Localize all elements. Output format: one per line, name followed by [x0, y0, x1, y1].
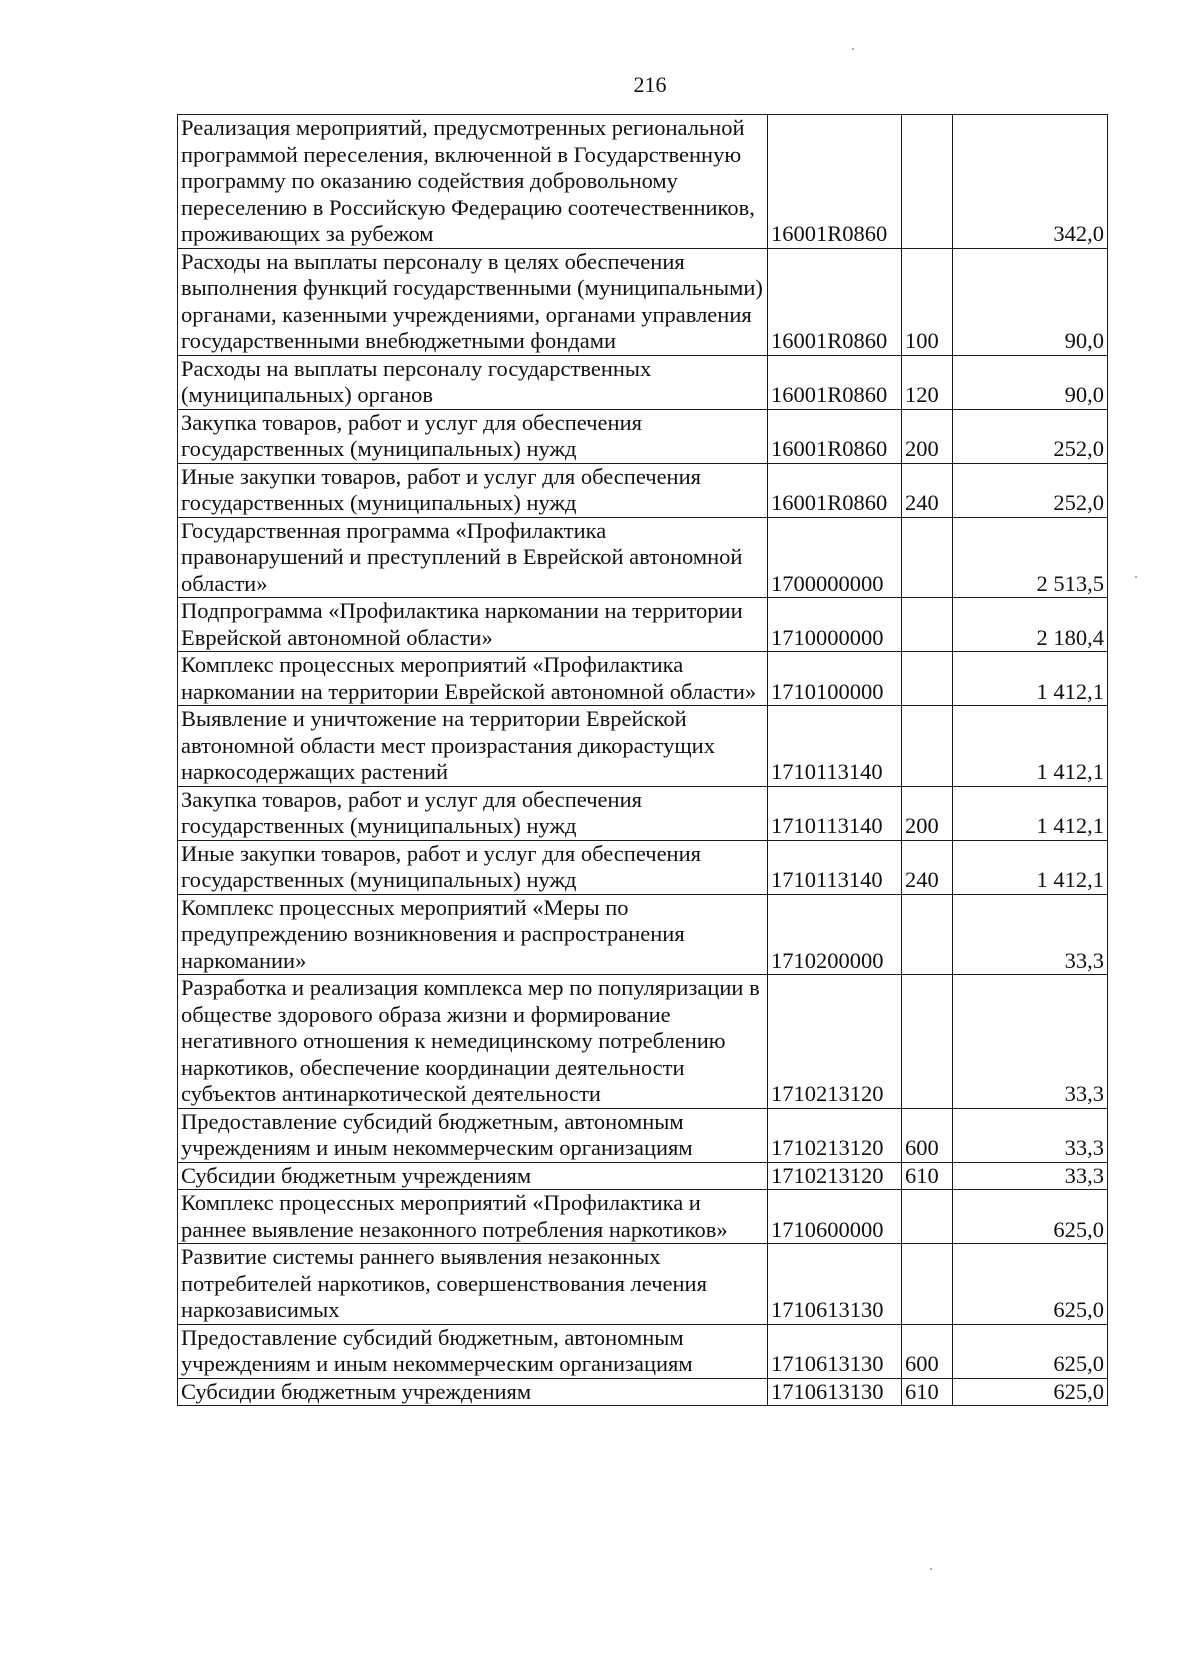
- row-target-code: 1710200000: [768, 894, 902, 975]
- row-expense-type: 600: [902, 1324, 953, 1378]
- scan-speck: [930, 1568, 932, 1570]
- row-amount: 625,0: [953, 1244, 1108, 1325]
- row-target-code: 1710213120: [768, 1108, 902, 1162]
- row-amount: 252,0: [953, 463, 1108, 517]
- row-target-code: 16001R0860: [768, 409, 902, 463]
- row-amount: 342,0: [953, 115, 1108, 249]
- row-amount: 2 180,4: [953, 598, 1108, 652]
- row-name: Предоставление субсидий бюджетным, автономным учреждениям и иным некоммерческим организациям: [178, 1108, 768, 1162]
- table-row: [178, 1162, 1108, 1190]
- row-expense-type: 240: [902, 840, 953, 894]
- row-name: Расходы на выплаты персоналу в целях обеспечения выполнения функций государственными (муниципальными) органами, казенными учреждениями, органами управления государственными внебюджетными фондами: [178, 248, 768, 355]
- table-row: [178, 1378, 1108, 1406]
- table-row: [178, 355, 1108, 409]
- row-expense-type: 200: [902, 786, 953, 840]
- row-target-code: 1710100000: [768, 652, 902, 706]
- row-amount: 1 412,1: [953, 652, 1108, 706]
- scan-speck: [1135, 576, 1137, 578]
- row-expense-type: [902, 1190, 953, 1244]
- row-amount: 33,3: [953, 1108, 1108, 1162]
- row-amount: 33,3: [953, 894, 1108, 975]
- row-name: Расходы на выплаты персоналу государственных (муниципальных) органов: [178, 355, 768, 409]
- row-name: Субсидии бюджетным учреждениям: [178, 1378, 768, 1406]
- row-expense-type: 600: [902, 1108, 953, 1162]
- row-expense-type: 100: [902, 248, 953, 355]
- budget-table-body: [178, 115, 1108, 1406]
- row-amount: 1 412,1: [953, 786, 1108, 840]
- row-name: Субсидии бюджетным учреждениям: [178, 1162, 768, 1190]
- row-name: Комплекс процессных мероприятий «Профилактика наркомании на территории Еврейской автономной области»: [178, 652, 768, 706]
- table-row: [178, 463, 1108, 517]
- row-expense-type: [902, 706, 953, 787]
- row-name: Иные закупки товаров, работ и услуг для обеспечения государственных (муниципальных) нужд: [178, 840, 768, 894]
- table-row: [178, 248, 1108, 355]
- row-name: Комплекс процессных мероприятий «Меры по предупреждению возникновения и распространения наркомании»: [178, 894, 768, 975]
- row-target-code: 1710613130: [768, 1378, 902, 1406]
- row-amount: 2 513,5: [953, 517, 1108, 598]
- table-row: [178, 786, 1108, 840]
- row-name: Разработка и реализация комплекса мер по популяризации в обществе здорового образа жизни и формирование негативного отношения к немедицинскому потреблению наркотиков, обеспечение координации деятельности субъектов антинаркотической деятельности: [178, 975, 768, 1109]
- row-expense-type: 240: [902, 463, 953, 517]
- row-name: Выявление и уничтожение на территории Еврейской автономной области мест произрастания дикорастущих наркосодержащих растений: [178, 706, 768, 787]
- row-expense-type: 200: [902, 409, 953, 463]
- row-expense-type: 120: [902, 355, 953, 409]
- table-row: [178, 1108, 1108, 1162]
- table-row: [178, 652, 1108, 706]
- row-name: Закупка товаров, работ и услуг для обеспечения государственных (муниципальных) нужд: [178, 786, 768, 840]
- table-row: [178, 409, 1108, 463]
- row-name: Иные закупки товаров, работ и услуг для обеспечения государственных (муниципальных) нужд: [178, 463, 768, 517]
- row-expense-type: [902, 975, 953, 1109]
- row-target-code: 1710113140: [768, 786, 902, 840]
- scan-speck: [852, 48, 854, 50]
- row-name: Развитие системы раннего выявления незаконных потребителей наркотиков, совершенствования лечения наркозависимых: [178, 1244, 768, 1325]
- row-target-code: 1710213120: [768, 975, 902, 1109]
- row-target-code: 1710113140: [768, 706, 902, 787]
- row-amount: 625,0: [953, 1378, 1108, 1406]
- row-target-code: 1710213120: [768, 1162, 902, 1190]
- row-target-code: 1700000000: [768, 517, 902, 598]
- table-row: [178, 1244, 1108, 1325]
- row-amount: 1 412,1: [953, 840, 1108, 894]
- row-expense-type: [902, 517, 953, 598]
- row-target-code: 1710613130: [768, 1244, 902, 1325]
- row-expense-type: [902, 894, 953, 975]
- row-name: Реализация мероприятий, предусмотренных региональной программой переселения, включенной в Государственную программу по оказанию содействия добровольному переселению в Российскую Федерацию соотечественников, проживающих за рубежом: [178, 115, 768, 249]
- row-expense-type: 610: [902, 1378, 953, 1406]
- row-target-code: 16001R0860: [768, 463, 902, 517]
- row-target-code: 1710613130: [768, 1324, 902, 1378]
- row-name: Закупка товаров, работ и услуг для обеспечения государственных (муниципальных) нужд: [178, 409, 768, 463]
- row-target-code: 16001R0860: [768, 355, 902, 409]
- row-amount: 33,3: [953, 975, 1108, 1109]
- row-amount: 252,0: [953, 409, 1108, 463]
- row-target-code: 16001R0860: [768, 115, 902, 249]
- row-target-code: 1710600000: [768, 1190, 902, 1244]
- table-row: [178, 706, 1108, 787]
- table-row: [178, 115, 1108, 249]
- row-expense-type: [902, 598, 953, 652]
- table-row: [178, 894, 1108, 975]
- row-target-code: 1710113140: [768, 840, 902, 894]
- row-name: Подпрограмма «Профилактика наркомании на территории Еврейской автономной области»: [178, 598, 768, 652]
- row-name: Предоставление субсидий бюджетным, автономным учреждениям и иным некоммерческим организациям: [178, 1324, 768, 1378]
- row-target-code: 1710000000: [768, 598, 902, 652]
- row-amount: 90,0: [953, 248, 1108, 355]
- table-row: [178, 840, 1108, 894]
- budget-table: [177, 114, 1108, 1406]
- row-expense-type: 610: [902, 1162, 953, 1190]
- row-name: Комплекс процессных мероприятий «Профилактика и раннее выявление незаконного потребления наркотиков»: [178, 1190, 768, 1244]
- row-amount: 90,0: [953, 355, 1108, 409]
- row-expense-type: [902, 652, 953, 706]
- row-amount: 1 412,1: [953, 706, 1108, 787]
- row-name: Государственная программа «Профилактика правонарушений и преступлений в Еврейской автономной области»: [178, 517, 768, 598]
- row-amount: 625,0: [953, 1190, 1108, 1244]
- row-amount: 33,3: [953, 1162, 1108, 1190]
- row-amount: 625,0: [953, 1324, 1108, 1378]
- table-row: [178, 598, 1108, 652]
- table-row: [178, 975, 1108, 1109]
- row-expense-type: [902, 1244, 953, 1325]
- table-row: [178, 1324, 1108, 1378]
- page-number: 216: [633, 72, 667, 97]
- table-row: [178, 1190, 1108, 1244]
- table-row: [178, 517, 1108, 598]
- row-target-code: 16001R0860: [768, 248, 902, 355]
- row-expense-type: [902, 115, 953, 249]
